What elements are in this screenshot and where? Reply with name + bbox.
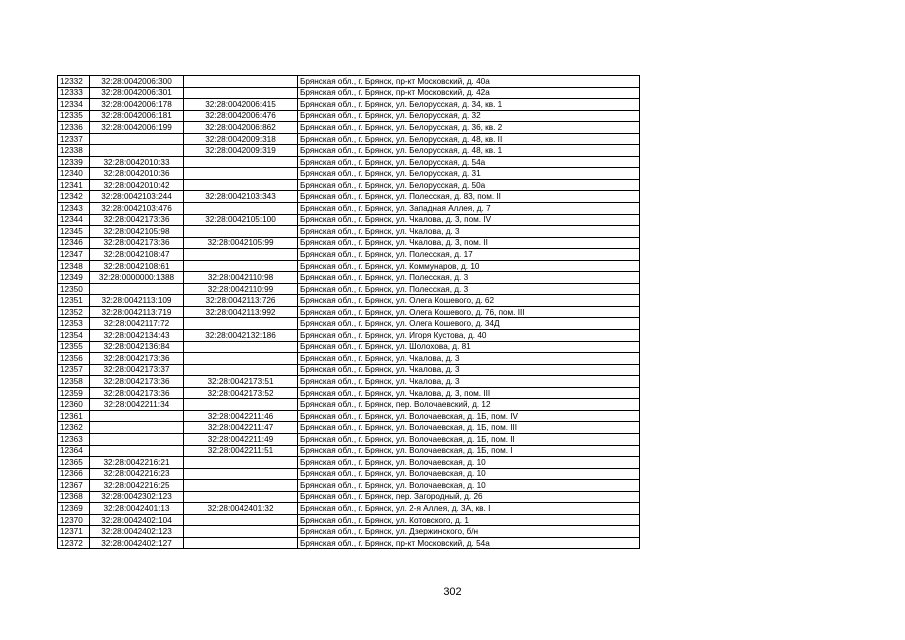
row-number-cell: 12338 (58, 145, 90, 157)
cadastral-number-cell: 32:28:0042402:104 (90, 514, 184, 526)
table-row (58, 491, 640, 503)
row-number-cell: 12359 (58, 387, 90, 399)
row-number-cell: 12354 (58, 330, 90, 342)
table-row (58, 457, 640, 469)
related-cadastral-number-cell: 32:28:0042110:98 (184, 272, 298, 284)
address-cell: Брянская обл., г. Брянск, ул. Чкалова, д. 3 (298, 353, 640, 365)
address-cell: Брянская обл., г. Брянск, ул. Котовского, д. 1 (298, 514, 640, 526)
cadastral-number-cell: 32:28:0042173:36 (90, 353, 184, 365)
table-row (58, 353, 640, 365)
row-number-cell: 12339 (58, 156, 90, 168)
address-cell: Брянская обл., г. Брянск, ул. Волочаевская, д. 1Б, пом. IV (298, 410, 640, 422)
row-number-cell: 12366 (58, 468, 90, 480)
row-number-cell: 12342 (58, 191, 90, 203)
row-number-cell: 12361 (58, 410, 90, 422)
related-cadastral-number-cell: 32:28:0042173:51 (184, 376, 298, 388)
cadastral-number-cell: 32:28:0042134:43 (90, 330, 184, 342)
cadastral-number-cell: 32:28:0042010:36 (90, 168, 184, 180)
cadastral-number-cell: 32:28:0042010:42 (90, 179, 184, 191)
related-cadastral-number-cell (184, 87, 298, 99)
cadastral-number-cell: 32:28:0042006:199 (90, 122, 184, 134)
table-row (58, 410, 640, 422)
cadastral-number-cell: 32:28:0042108:61 (90, 260, 184, 272)
row-number-cell: 12351 (58, 295, 90, 307)
address-cell: Брянская обл., г. Брянск, ул. Чкалова, д. 3, пом. II (298, 237, 640, 249)
related-cadastral-number-cell: 32:28:0042105:99 (184, 237, 298, 249)
related-cadastral-number-cell (184, 168, 298, 180)
row-number-cell: 12364 (58, 445, 90, 457)
cadastral-number-cell: 32:28:0042216:21 (90, 457, 184, 469)
address-cell: Брянская обл., г. Брянск, ул. Чкалова, д. 3 (298, 364, 640, 376)
address-cell: Брянская обл., г. Брянск, ул. 2-я Аллея, д. 3А, кв. I (298, 503, 640, 515)
row-number-cell: 12365 (58, 457, 90, 469)
related-cadastral-number-cell (184, 480, 298, 492)
related-cadastral-number-cell: 32:28:0042110:99 (184, 283, 298, 295)
row-number-cell: 12334 (58, 99, 90, 111)
table-row (58, 87, 640, 99)
address-cell: Брянская обл., г. Брянск, ул. Чкалова, д. 3, пом. III (298, 387, 640, 399)
row-number-cell: 12369 (58, 503, 90, 515)
property-table (57, 75, 640, 549)
table-row (58, 399, 640, 411)
address-cell: Брянская обл., г. Брянск, ул. Белорусская, д. 32 (298, 110, 640, 122)
address-cell: Брянская обл., г. Брянск, ул. Чкалова, д. 3, пом. IV (298, 214, 640, 226)
row-number-cell: 12340 (58, 168, 90, 180)
address-cell: Брянская обл., г. Брянск, ул. Шолохова, д. 81 (298, 341, 640, 353)
cadastral-number-cell: 32:28:0042103:476 (90, 203, 184, 215)
related-cadastral-number-cell (184, 364, 298, 376)
table-row (58, 203, 640, 215)
related-cadastral-number-cell (184, 537, 298, 549)
related-cadastral-number-cell (184, 399, 298, 411)
address-cell: Брянская обл., г. Брянск, пр-кт Московский, д. 40а (298, 76, 640, 88)
cadastral-number-cell: 32:28:0042136:84 (90, 341, 184, 353)
related-cadastral-number-cell: 32:28:0042401:32 (184, 503, 298, 515)
table-row (58, 214, 640, 226)
cadastral-number-cell: 32:28:0042006:300 (90, 76, 184, 88)
table-row (58, 110, 640, 122)
table-row (58, 145, 640, 157)
related-cadastral-number-cell: 32:28:0042211:51 (184, 445, 298, 457)
address-cell: Брянская обл., г. Брянск, ул. Олега Кошевого, д. 76, пом. III (298, 306, 640, 318)
cadastral-number-cell: 32:28:0042108:47 (90, 249, 184, 261)
address-cell: Брянская обл., г. Брянск, ул. Коммунаров, д. 10 (298, 260, 640, 272)
table-row (58, 387, 640, 399)
related-cadastral-number-cell (184, 249, 298, 261)
row-number-cell: 12333 (58, 87, 90, 99)
row-number-cell: 12370 (58, 514, 90, 526)
address-cell: Брянская обл., г. Брянск, ул. Белорусская, д. 48, кв. 1 (298, 145, 640, 157)
table-row (58, 341, 640, 353)
address-cell: Брянская обл., г. Брянск, ул. Волочаевская, д. 1Б, пом. I (298, 445, 640, 457)
row-number-cell: 12371 (58, 526, 90, 538)
table-row (58, 226, 640, 238)
address-cell: Брянская обл., г. Брянск, ул. Олега Кошевого, д. 34Д (298, 318, 640, 330)
table-row (58, 179, 640, 191)
table-row (58, 249, 640, 261)
table-row (58, 480, 640, 492)
related-cadastral-number-cell: 32:28:0042113:992 (184, 306, 298, 318)
table-row (58, 122, 640, 134)
table-row (58, 514, 640, 526)
address-cell: Брянская обл., г. Брянск, ул. Волочаевская, д. 10 (298, 480, 640, 492)
table-row (58, 272, 640, 284)
related-cadastral-number-cell: 32:28:0042006:415 (184, 99, 298, 111)
related-cadastral-number-cell (184, 76, 298, 88)
related-cadastral-number-cell: 32:28:0042173:52 (184, 387, 298, 399)
cadastral-number-cell: 32:28:0042103:244 (90, 191, 184, 203)
table-row (58, 306, 640, 318)
cadastral-number-cell: 32:28:0042117:72 (90, 318, 184, 330)
row-number-cell: 12358 (58, 376, 90, 388)
related-cadastral-number-cell (184, 226, 298, 238)
table-row (58, 260, 640, 272)
address-cell: Брянская обл., г. Брянск, ул. Полесская, д. 3 (298, 283, 640, 295)
table-row (58, 168, 640, 180)
related-cadastral-number-cell (184, 457, 298, 469)
table-row (58, 526, 640, 538)
row-number-cell: 12348 (58, 260, 90, 272)
cadastral-number-cell: 32:28:0042216:23 (90, 468, 184, 480)
cadastral-number-cell (90, 422, 184, 434)
cadastral-number-cell: 32:28:0042006:178 (90, 99, 184, 111)
cadastral-number-cell: 32:28:0042113:109 (90, 295, 184, 307)
related-cadastral-number-cell: 32:28:0042132:186 (184, 330, 298, 342)
related-cadastral-number-cell: 32:28:0042105:100 (184, 214, 298, 226)
cadastral-number-cell: 32:28:0042006:301 (90, 87, 184, 99)
row-number-cell: 12350 (58, 283, 90, 295)
page-number: 302 (443, 586, 462, 598)
related-cadastral-number-cell (184, 526, 298, 538)
related-cadastral-number-cell (184, 514, 298, 526)
address-cell: Брянская обл., г. Брянск, пр-кт Московский, д. 42а (298, 87, 640, 99)
cadastral-number-cell (90, 145, 184, 157)
related-cadastral-number-cell (184, 491, 298, 503)
row-number-cell: 12345 (58, 226, 90, 238)
table-row (58, 237, 640, 249)
related-cadastral-number-cell: 32:28:0042006:862 (184, 122, 298, 134)
table-row (58, 433, 640, 445)
cadastral-number-cell (90, 133, 184, 145)
address-cell: Брянская обл., г. Брянск, ул. Чкалова, д. 3 (298, 226, 640, 238)
related-cadastral-number-cell (184, 318, 298, 330)
row-number-cell: 12341 (58, 179, 90, 191)
table-row (58, 503, 640, 515)
address-cell: Брянская обл., г. Брянск, пер. Загородный, д. 26 (298, 491, 640, 503)
related-cadastral-number-cell (184, 468, 298, 480)
cadastral-number-cell: 32:28:0042173:37 (90, 364, 184, 376)
related-cadastral-number-cell (184, 341, 298, 353)
table-row (58, 283, 640, 295)
row-number-cell: 12362 (58, 422, 90, 434)
property-table-body (58, 76, 640, 549)
address-cell: Брянская обл., г. Брянск, ул. Игоря Кустова, д. 40 (298, 330, 640, 342)
related-cadastral-number-cell: 32:28:0042009:318 (184, 133, 298, 145)
address-cell: Брянская обл., г. Брянск, ул. Полесская, д. 3 (298, 272, 640, 284)
row-number-cell: 12343 (58, 203, 90, 215)
row-number-cell: 12352 (58, 306, 90, 318)
table-row (58, 191, 640, 203)
table-row (58, 364, 640, 376)
table-row (58, 376, 640, 388)
address-cell: Брянская обл., г. Брянск, ул. Белорусская, д. 31 (298, 168, 640, 180)
table-row (58, 76, 640, 88)
row-number-cell: 12353 (58, 318, 90, 330)
row-number-cell: 12344 (58, 214, 90, 226)
cadastral-number-cell: 32:28:0042173:36 (90, 237, 184, 249)
row-number-cell: 12335 (58, 110, 90, 122)
cadastral-number-cell: 32:28:0042105:98 (90, 226, 184, 238)
row-number-cell: 12349 (58, 272, 90, 284)
address-cell: Брянская обл., г. Брянск, ул. Западная Аллея, д. 7 (298, 203, 640, 215)
related-cadastral-number-cell (184, 260, 298, 272)
table-row (58, 422, 640, 434)
row-number-cell: 12337 (58, 133, 90, 145)
cadastral-number-cell: 32:28:0042173:36 (90, 387, 184, 399)
table-row (58, 295, 640, 307)
table-row (58, 468, 640, 480)
related-cadastral-number-cell: 32:28:0042113:726 (184, 295, 298, 307)
cadastral-number-cell (90, 410, 184, 422)
address-cell: Брянская обл., г. Брянск, ул. Олега Кошевого, д. 62 (298, 295, 640, 307)
related-cadastral-number-cell (184, 353, 298, 365)
related-cadastral-number-cell (184, 203, 298, 215)
table-row (58, 99, 640, 111)
row-number-cell: 12367 (58, 480, 90, 492)
cadastral-number-cell (90, 433, 184, 445)
address-cell: Брянская обл., г. Брянск, ул. Белорусская, д. 48, кв. II (298, 133, 640, 145)
address-cell: Брянская обл., г. Брянск, пр-кт Московский, д. 54а (298, 537, 640, 549)
cadastral-number-cell: 32:28:0042216:25 (90, 480, 184, 492)
related-cadastral-number-cell (184, 179, 298, 191)
table-row (58, 156, 640, 168)
cadastral-number-cell: 32:28:0042211:34 (90, 399, 184, 411)
related-cadastral-number-cell: 32:28:0042211:49 (184, 433, 298, 445)
cadastral-number-cell: 32:28:0000000:1388 (90, 272, 184, 284)
cadastral-number-cell (90, 283, 184, 295)
cadastral-number-cell: 32:28:0042010:33 (90, 156, 184, 168)
address-cell: Брянская обл., г. Брянск, ул. Дзержинского, б/н (298, 526, 640, 538)
related-cadastral-number-cell (184, 156, 298, 168)
table-row (58, 445, 640, 457)
address-cell: Брянская обл., г. Брянск, ул. Волочаевская, д. 10 (298, 468, 640, 480)
row-number-cell: 12332 (58, 76, 90, 88)
address-cell: Брянская обл., г. Брянск, ул. Белорусская, д. 34, кв. 1 (298, 99, 640, 111)
row-number-cell: 12363 (58, 433, 90, 445)
table-row (58, 318, 640, 330)
related-cadastral-number-cell: 32:28:0042211:46 (184, 410, 298, 422)
cadastral-number-cell (90, 445, 184, 457)
table-row (58, 133, 640, 145)
cadastral-number-cell: 32:28:0042006:181 (90, 110, 184, 122)
address-cell: Брянская обл., г. Брянск, ул. Волочаевская, д. 10 (298, 457, 640, 469)
related-cadastral-number-cell: 32:28:0042211:47 (184, 422, 298, 434)
related-cadastral-number-cell: 32:28:0042103:343 (184, 191, 298, 203)
cadastral-number-cell: 32:28:0042402:123 (90, 526, 184, 538)
cadastral-number-cell: 32:28:0042402:127 (90, 537, 184, 549)
related-cadastral-number-cell: 32:28:0042009:319 (184, 145, 298, 157)
address-cell: Брянская обл., г. Брянск, ул. Полесская, д. 17 (298, 249, 640, 261)
row-number-cell: 12347 (58, 249, 90, 261)
address-cell: Брянская обл., г. Брянск, ул. Белорусская, д. 50а (298, 179, 640, 191)
address-cell: Брянская обл., г. Брянск, ул. Волочаевская, д. 1Б, пом. II (298, 433, 640, 445)
address-cell: Брянская обл., г. Брянск, ул. Волочаевская, д. 1Б, пом. III (298, 422, 640, 434)
related-cadastral-number-cell: 32:28:0042006:476 (184, 110, 298, 122)
address-cell: Брянская обл., г. Брянск, ул. Белорусская, д. 36, кв. 2 (298, 122, 640, 134)
cadastral-number-cell: 32:28:0042173:36 (90, 376, 184, 388)
cadastral-number-cell: 32:28:0042173:36 (90, 214, 184, 226)
address-cell: Брянская обл., г. Брянск, ул. Полесская, д. 83, пом. II (298, 191, 640, 203)
table-row (58, 537, 640, 549)
cadastral-number-cell: 32:28:0042401:13 (90, 503, 184, 515)
cadastral-number-cell: 32:28:0042302:123 (90, 491, 184, 503)
row-number-cell: 12372 (58, 537, 90, 549)
row-number-cell: 12357 (58, 364, 90, 376)
address-cell: Брянская обл., г. Брянск, ул. Чкалова, д. 3 (298, 376, 640, 388)
row-number-cell: 12346 (58, 237, 90, 249)
row-number-cell: 12368 (58, 491, 90, 503)
address-cell: Брянская обл., г. Брянск, пер. Волочаевский, д. 12 (298, 399, 640, 411)
cadastral-number-cell: 32:28:0042113:719 (90, 306, 184, 318)
address-cell: Брянская обл., г. Брянск, ул. Белорусская, д. 54а (298, 156, 640, 168)
row-number-cell: 12356 (58, 353, 90, 365)
row-number-cell: 12355 (58, 341, 90, 353)
row-number-cell: 12336 (58, 122, 90, 134)
table-row (58, 330, 640, 342)
row-number-cell: 12360 (58, 399, 90, 411)
